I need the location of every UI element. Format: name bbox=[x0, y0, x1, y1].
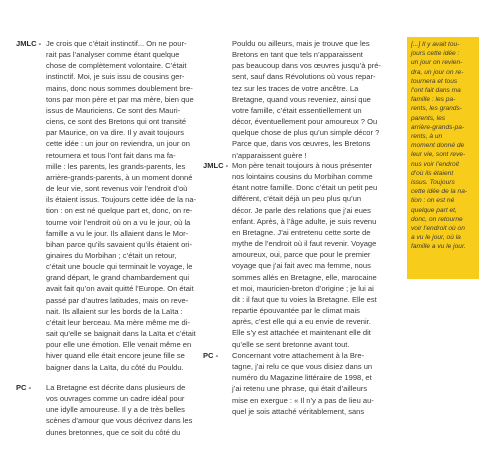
answer-paragraph-2: Mon père tenait toujours à nous présenter nos lointains cousins du Morbihan comme étant notre famille. Donc c’était un petit peu différent, c’était déjà un peu plus qu’un décor. Je parle des relations que j’ai eues enfant. Après, à l’âge adulte, je suis revenu en Bretagne. J’ai entretenu cette sorte de mythe de l’endroit où il faut revenir. Voyage amoureux, oui, parce que pour le premier voyage que j’ai fait avec ma femme, nous sommes allés en Bretagne, elle, marocaine et moi, mauricien-breton d’origine ; je lui ai dit : il faut que tu voies la Bretagne. Elle est repartie épouvantée par le climat mais après, c’est elle qui a eu envie de revenir. Elle s’y est attachée et maintenant elle dit qu’elle se sent bretonne avant tout. bbox=[232, 161, 378, 349]
question-paragraph-2: Concernant votre attachement à la Bre- tagne, j’ai relu ce que vous disiez dans un numéro du Magazine littéraire de 1998, et j’ai retenu une phrase, qui était d’ailleurs mise en exergue : « Il n’y a pas de lieu au- quel je sois attaché véritablement, sans bbox=[232, 351, 374, 416]
speaker-jmlc-1: JMLC - bbox=[16, 39, 42, 48]
speaker-pc-1: PC - bbox=[16, 383, 32, 392]
speaker-pc-2: PC - bbox=[203, 351, 219, 360]
question-continued-paragraph: Pouldu ou ailleurs, mais je trouve que les Bretons en tant que tels n’apparaissent pas beaucoup dans vos œuvres jusqu’à pré- sent, sauf dans Révolutions où vous repar- tez sur les traces de votre ancêtre. La Bretagne, quand vous reveniez, ainsi que votre famille, c’était essentiellement un décor, éventuellement pour amoureux ? Ou quelque chose de plus qu’un simple décor ? Parce que, dans vos œuvres, les Bretons n’apparaissent guère ! bbox=[232, 39, 381, 160]
question-paragraph-1: La Bretagne est décrite dans plusieurs de vos ouvrages comme un cadre idéal pour une idylle amoureuse. Il y a de très belles scènes d’amour que vous décrivez dans les dunes bretonnes, que ce soit du côté du bbox=[46, 383, 193, 437]
answer-paragraph-1: Je crois que c’était instinctif... On ne pour- rait pas l’analyser comme étant quelque chose de complètement volontaire. C’était instinctif. Moi, je suis issu de cousins ger- mains, donc nous sommes doublement bre- tons par mon père et par ma mère, bien que issus de Mauriciens. Ce sont des Mauri- ciens, ce sont des Bretons qui ont transité par Maurice, on va dire. Il y avait toujours cette idée : un jour on reviendra, un jour on retournera et tous l’ont fait dans ma fa- mille : les parents, les grands-parents, les arrière-grands-parents, à un moment donné de leur vie, sont revenus voir l’endroit d’où ils étaient issus. Toujours cette idée de la na- tion : on est né quelque part et, donc, on re- tourne voir l’endroit où on a vu le jour, où la famille a vu le jour. Ils allaient dans le Mor- bihan parce qu’ils savaient qu’ils étaient ori- ginaires du Morbihan ; c’était un retour, c’était une boucle qui terminait le voyage, le grand départ, le grand chambardement qui avait fait qu’on avait quitté l’Europe. On était passé par d’autres latitudes, mais on reve- nait. Ils allaient sur les bords de la Laïta : c’était leur berceau. Ma mère même me di- sait qu’elle se baignait dans la Laïta et c’était pour elle une émotion. Elle venait même en hiver quand elle était encore jeune fille se baigner dans la Laïta, du côté du Pouldu. bbox=[46, 39, 197, 372]
speaker-jmlc-2: JMLC - bbox=[203, 161, 229, 170]
pull-quote-text: [...] Il y avait tou- jours cette idée : un jour on revien- dra, un jour on re- tournera et tous l’ont fait dans ma famille : les pa- rents, les grands- parents, les arrière-grands-pa- rents, à un moment donné de leur vie, sont reve- nus voir l’endroit d’où ils étaient issus. Toujours cette idée de la na- tion : on est né quelque part et, donc, on retourne voir l’endroit où on a vu le jour, où la famille a vu le jour. bbox=[411, 41, 468, 251]
